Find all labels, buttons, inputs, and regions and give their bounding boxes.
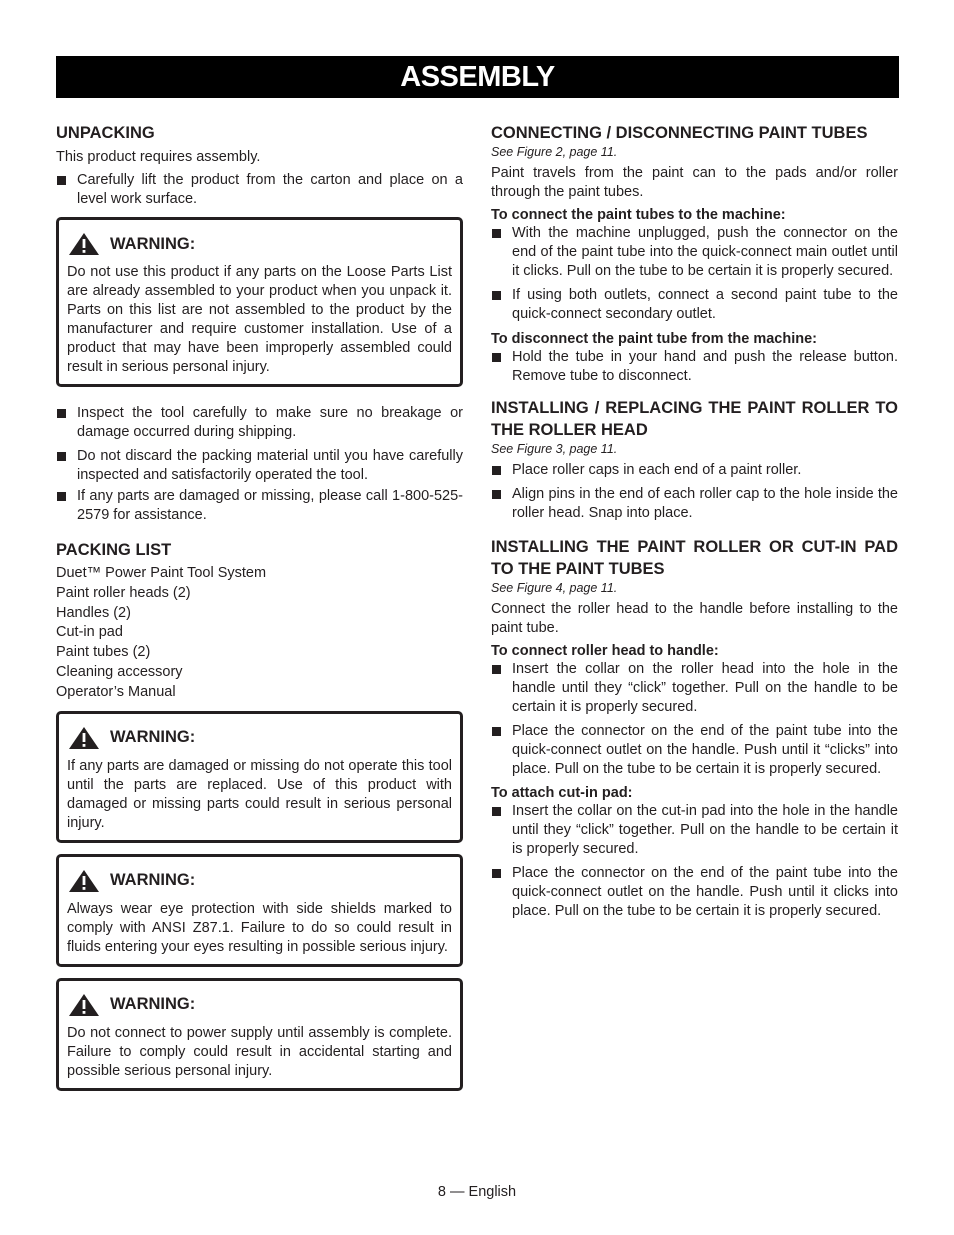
list-item: If using both outlets, connect a second paint tube to the quick-connect secondary outlet.	[491, 286, 898, 324]
warning-header	[67, 725, 452, 751]
warning-text: Do not use this product if any parts on the Loose Parts List are already assembled to your product when you unpack it. Parts on this list are not assembled to the product by the manufacturer and require customer installation. Use of a product that may have been improperly assembled could result in serious personal injury.	[67, 264, 452, 375]
installing-pad-heading: INSTALLING THE PAINT ROLLER OR CUT-IN PAD TO THE PAINT TUBES	[491, 538, 898, 578]
list-item: Carefully lift the product from the carton and place on a level work surface.	[56, 171, 463, 209]
packing-item: Cut-in pad	[56, 624, 123, 641]
installing-pad-intro: Connect the roller head to the handle before installing to the paint tube.	[491, 601, 898, 636]
warning-triangle-icon	[68, 869, 100, 893]
warning-triangle-icon	[68, 993, 100, 1017]
connect-subheading: To connect the paint tubes to the machine:	[491, 207, 786, 223]
warning-box-damaged-parts	[56, 711, 463, 843]
warning-text: Do not connect to power supply until assembly is complete. Failure to comply could result in accidental starting and possible serious personal injury.	[67, 1024, 452, 1079]
list-item: Hold the tube in your hand and push the release button. Remove tube to disconnect.	[491, 348, 898, 386]
list-item: Place the connector on the end of the paint tube into the quick-connect outlet on the handle. Push until it clicks into place. Pull on the tube to be certain it is properly secured.	[491, 864, 898, 921]
connecting-heading: CONNECTING / DISCONNECTING PAINT TUBES	[491, 124, 868, 142]
list-item: Do not discard the packing material until you have carefully inspected and satisfactorily operated the tool.	[56, 447, 463, 485]
page-footer: 8 — English	[437, 1184, 517, 1200]
warning-box-eye-protection	[56, 854, 463, 967]
figure-reference: See Figure 3, page 11.	[491, 442, 618, 456]
packing-item: Paint roller heads (2)	[56, 584, 191, 601]
connect-bullets	[491, 224, 898, 324]
packing-item: Cleaning accessory	[56, 663, 183, 680]
unpacking-heading: UNPACKING	[56, 124, 155, 142]
packing-item: Paint tubes (2)	[56, 644, 151, 661]
list-item: Inspect the tool carefully to make sure no breakage or damage occurred during shipping.	[56, 404, 463, 442]
unpacking-bullets-b	[56, 404, 463, 525]
list-item: Align pins in the end of each roller cap to the hole inside the roller head. Snap into place.	[491, 485, 898, 523]
attach-cut-in-pad-subheading: To attach cut-in pad:	[491, 785, 633, 801]
packing-list-heading: PACKING LIST	[56, 541, 172, 559]
connect-roller-head-bullets	[491, 660, 898, 779]
list-item: Place the connector on the end of the paint tube into the quick-connect outlet on the handle. Push until it “clicks” into place. Pull on the tube to be certain it is properly secured.	[491, 722, 898, 779]
list-item: If any parts are damaged or missing, please call 1-800-525-2579 for assistance.	[56, 487, 463, 525]
list-item: With the machine unplugged, push the connector on the end of the paint tube into the quick-connect main outlet until it clicks. Pull on the tube to be certain it is properly secured.	[491, 224, 898, 281]
connect-roller-head-subheading: To connect roller head to handle:	[491, 643, 719, 659]
warning-triangle-icon	[68, 726, 100, 750]
packing-item: Handles (2)	[56, 604, 131, 621]
section-banner: ASSEMBLY	[56, 56, 899, 98]
list-item: Place roller caps in each end of a paint roller.	[491, 461, 898, 480]
unpacking-intro: This product requires assembly.	[56, 149, 261, 165]
unpacking-bullets-a	[56, 171, 463, 209]
warning-title: WARNING:	[110, 728, 196, 747]
packing-list	[56, 564, 463, 703]
right-column	[491, 122, 898, 921]
disconnect-subheading: To disconnect the paint tube from the machine:	[491, 331, 818, 347]
disconnect-bullets	[491, 348, 898, 386]
packing-item: Duet™ Power Paint Tool System	[56, 565, 267, 581]
installing-roller-bullets	[491, 461, 898, 523]
figure-reference: See Figure 4, page 11.	[491, 581, 618, 595]
warning-title: WARNING:	[110, 871, 196, 890]
warning-header	[67, 231, 452, 257]
warning-box-power-supply	[56, 978, 463, 1091]
packing-item: Operator’s Manual	[56, 683, 176, 700]
installing-roller-heading: INSTALLING / REPLACING THE PAINT ROLLER TO THE ROLLER HEAD	[491, 399, 898, 439]
warning-text: Always wear eye protection with side shields marked to comply with ANSI Z87.1. Failure to do so could result in fluids entering your eyes resulting in possible serious injury.	[67, 900, 452, 955]
warning-title: WARNING:	[110, 234, 196, 253]
warning-header	[67, 868, 452, 894]
connecting-intro: Paint travels from the paint can to the pads and/or roller through the paint tubes.	[491, 165, 898, 200]
warning-header	[67, 992, 452, 1018]
list-item: Insert the collar on the roller head into the hole in the handle until they “click” together. Pull on the handle to be certain it is properly secured.	[491, 660, 898, 717]
warning-title: WARNING:	[110, 995, 196, 1014]
attach-cut-in-pad-bullets	[491, 802, 898, 921]
warning-box-loose-parts	[56, 217, 463, 387]
warning-text: If any parts are damaged or missing do not operate this tool until the parts are replaced. Use of this product with damaged or missing parts could result in serious personal injury.	[67, 757, 452, 831]
left-column	[56, 122, 463, 1091]
warning-triangle-icon	[68, 232, 100, 256]
list-item: Insert the collar on the cut-in pad into the hole in the handle until they “click” together. Pull on the handle to be certain it is properly secured.	[491, 802, 898, 859]
figure-reference: See Figure 2, page 11.	[491, 145, 618, 159]
